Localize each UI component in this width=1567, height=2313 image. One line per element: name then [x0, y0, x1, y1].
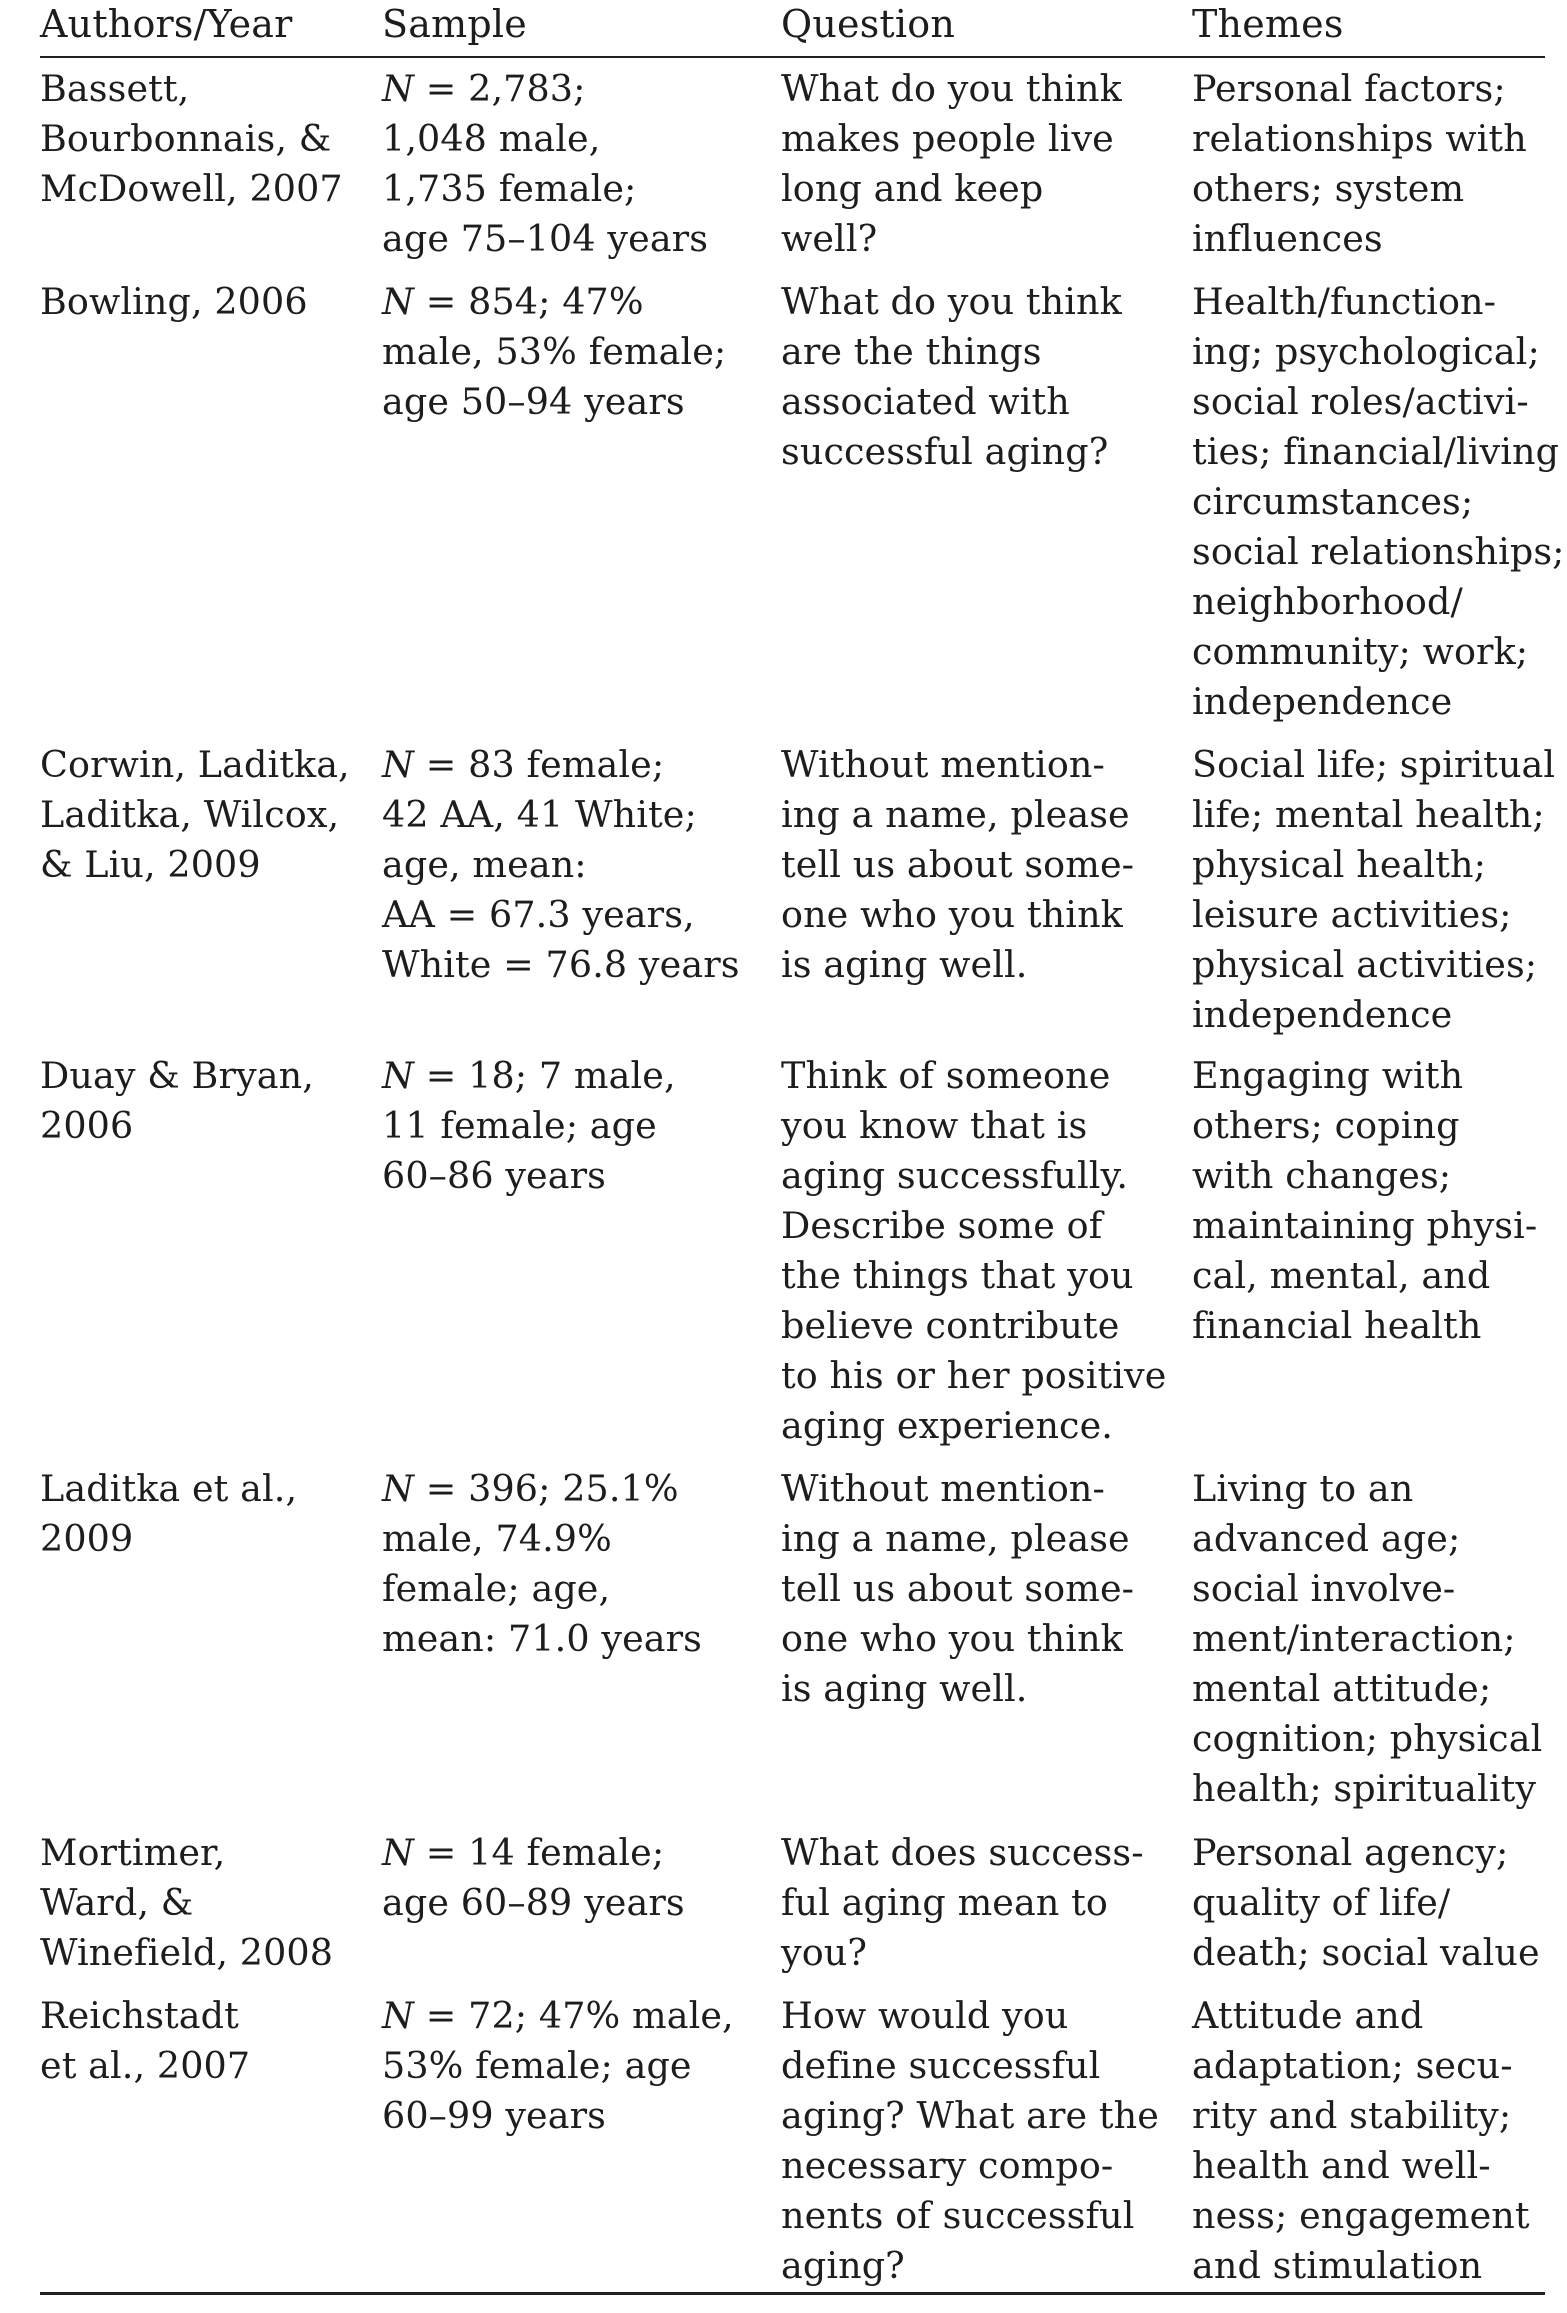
header-sample: Sample: [382, 2, 527, 46]
cell-themes: Personal agency; quality of life/ death; social value: [1192, 1831, 1540, 1974]
cell-sample: N = 18; 7 male, 11 female; age 60–86 years: [382, 1054, 676, 1197]
cell-question: What do you think are the things associated with successful aging?: [781, 280, 1122, 473]
table-header-row: [40, 0, 1545, 48]
header-themes: Themes: [1192, 2, 1344, 46]
cell-question: Think of someone you know that is aging successfully. Describe some of the things that you believe contribute to his or her positive aging experience.: [781, 1054, 1167, 1447]
cell-authors: Mortimer, Ward, & Winefield, 2008: [40, 1831, 334, 1974]
bottom-rule: [40, 2292, 1545, 2295]
cell-sample: N = 396; 25.1% male, 74.9% female; age, mean: 71.0 years: [382, 1467, 703, 1660]
cell-question: How would you define successful aging? What are the necessary compo- nents of successful aging?: [781, 1994, 1159, 2287]
cell-question: What do you think makes people live long and keep well?: [781, 67, 1122, 260]
cell-themes: Attitude and adaptation; secu- rity and stability; health and well- ness; engagement and stimulation: [1192, 1994, 1530, 2287]
header-rule: [40, 56, 1545, 58]
cell-authors: Duay & Bryan, 2006: [40, 1054, 314, 1147]
cell-authors: Bassett, Bourbonnais, & McDowell, 2007: [40, 67, 343, 210]
cell-themes: Social life; spiritual life; mental health; physical health; leisure activities; physical activities; independence: [1192, 743, 1556, 1036]
cell-sample: N = 14 female; age 60–89 years: [382, 1831, 685, 1924]
cell-sample: N = 72; 47% male, 53% female; age 60–99 years: [382, 1994, 734, 2137]
table-document: [40, 0, 1565, 2287]
cell-question: Without mention- ing a name, please tell us about some- one who you think is aging well.: [781, 743, 1135, 986]
cell-authors: Bowling, 2006: [40, 280, 308, 323]
cell-sample: N = 83 female; 42 AA, 41 White; age, mean: AA = 67.3 years, White = 76.8 years: [382, 743, 740, 986]
cell-question: What does success- ful aging mean to you?: [781, 1831, 1144, 1974]
cell-authors: Laditka et al., 2009: [40, 1467, 298, 1560]
cell-authors: Corwin, Laditka, Laditka, Wilcox, & Liu, 2009: [40, 743, 350, 886]
cell-themes: Personal factors; relationships with others; system influences: [1192, 67, 1527, 260]
header-question: Question: [781, 2, 955, 46]
header-authors-year: Authors/Year: [40, 2, 293, 46]
cell-themes: Engaging with others; coping with changes; maintaining physi- cal, mental, and financial health: [1192, 1054, 1538, 1347]
cell-authors: Reichstadt et al., 2007: [40, 1994, 251, 2087]
cell-themes: Living to an advanced age; social involve- ment/interaction; mental attitude; cognition; physical health; spirituality: [1192, 1467, 1543, 1810]
cell-sample: N = 854; 47% male, 53% female; age 50–94 years: [382, 280, 727, 423]
cell-question: Without mention- ing a name, please tell us about some- one who you think is aging well.: [781, 1467, 1135, 1710]
cell-themes: Health/function- ing; psychological; social roles/activi- ties; financial/living circumstances; social relationships; neighborhood/ community; work; independence: [1192, 280, 1565, 723]
cell-sample: N = 2,783; 1,048 male, 1,735 female; age 75–104 years: [382, 67, 709, 260]
